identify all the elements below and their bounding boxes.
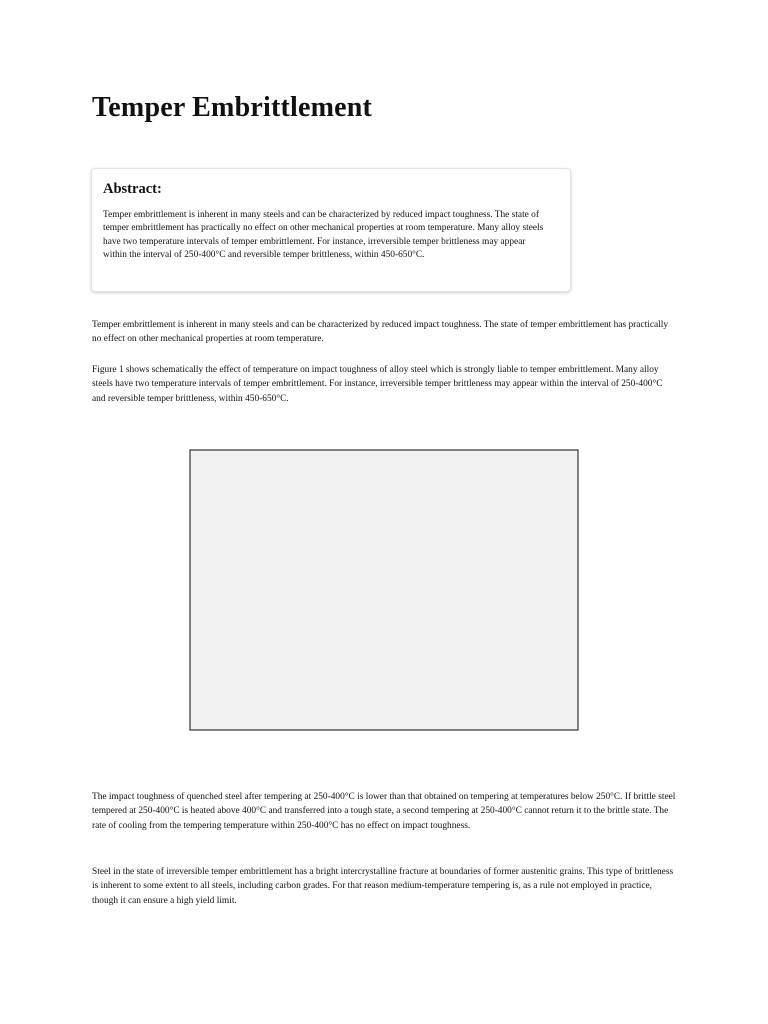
abstract-text: Temper embrittlement is inherent in many steels and can be characterized by reduced impact toughness. The state of temper embrittlement has practically no effect on other mechanical properties at room temperature. Many alloy steels have two temperature intervals of temper embrittlement. For instance, irreversible temper brittleness may appear within the interval of 250-400°C and reversible temper brittleness, within 450-650°C. <box>103 210 544 260</box>
abstract-heading: Abstract: <box>103 181 162 197</box>
impact-toughness-chart <box>150 445 590 765</box>
document-title: Temper Embrittlement <box>92 92 373 123</box>
plot-area <box>190 450 578 730</box>
paragraph: Figure 1 shows schematically the effect of temperature on impact toughness of alloy steel which is strongly liable to temper embrittlement. Many alloy steels have two temperature intervals of temper embrittlement. For instance, irreversible temper brittleness may appear within the interval of 250-400°C and reversible temper brittleness, within 450-650°C. <box>92 365 663 404</box>
chart-svg <box>150 445 590 765</box>
paragraph: The impact toughness of quenched steel after tempering at 250-400°C is lower than that obtained on tempering at temperatures below 250°C. If brittle steel tempered at 250-400°C is heated above 400°C and transferred into a tough state, a second tempering at 250-400°C cannot return it to the brittle state. The rate of cooling from the tempering temperature within 250-400°C has no effect on impact toughness. <box>92 792 676 831</box>
abstract-box <box>91 168 571 292</box>
paragraph: Steel in the state of irreversible temper embrittlement has a bright intercrystalline fracture at boundaries of former austenitic grains. This type of brittleness is inherent to some extent to all steels, including carbon grades. For that reason medium-temperature tempering is, as a rule not employed in practice, though it can ensure a high yield limit. <box>92 867 674 906</box>
paragraph: Temper embrittlement is inherent in many steels and can be characterized by reduced impact toughness. The state of temper embrittlement has practically no effect on other mechanical properties at room temperature. <box>92 320 669 345</box>
